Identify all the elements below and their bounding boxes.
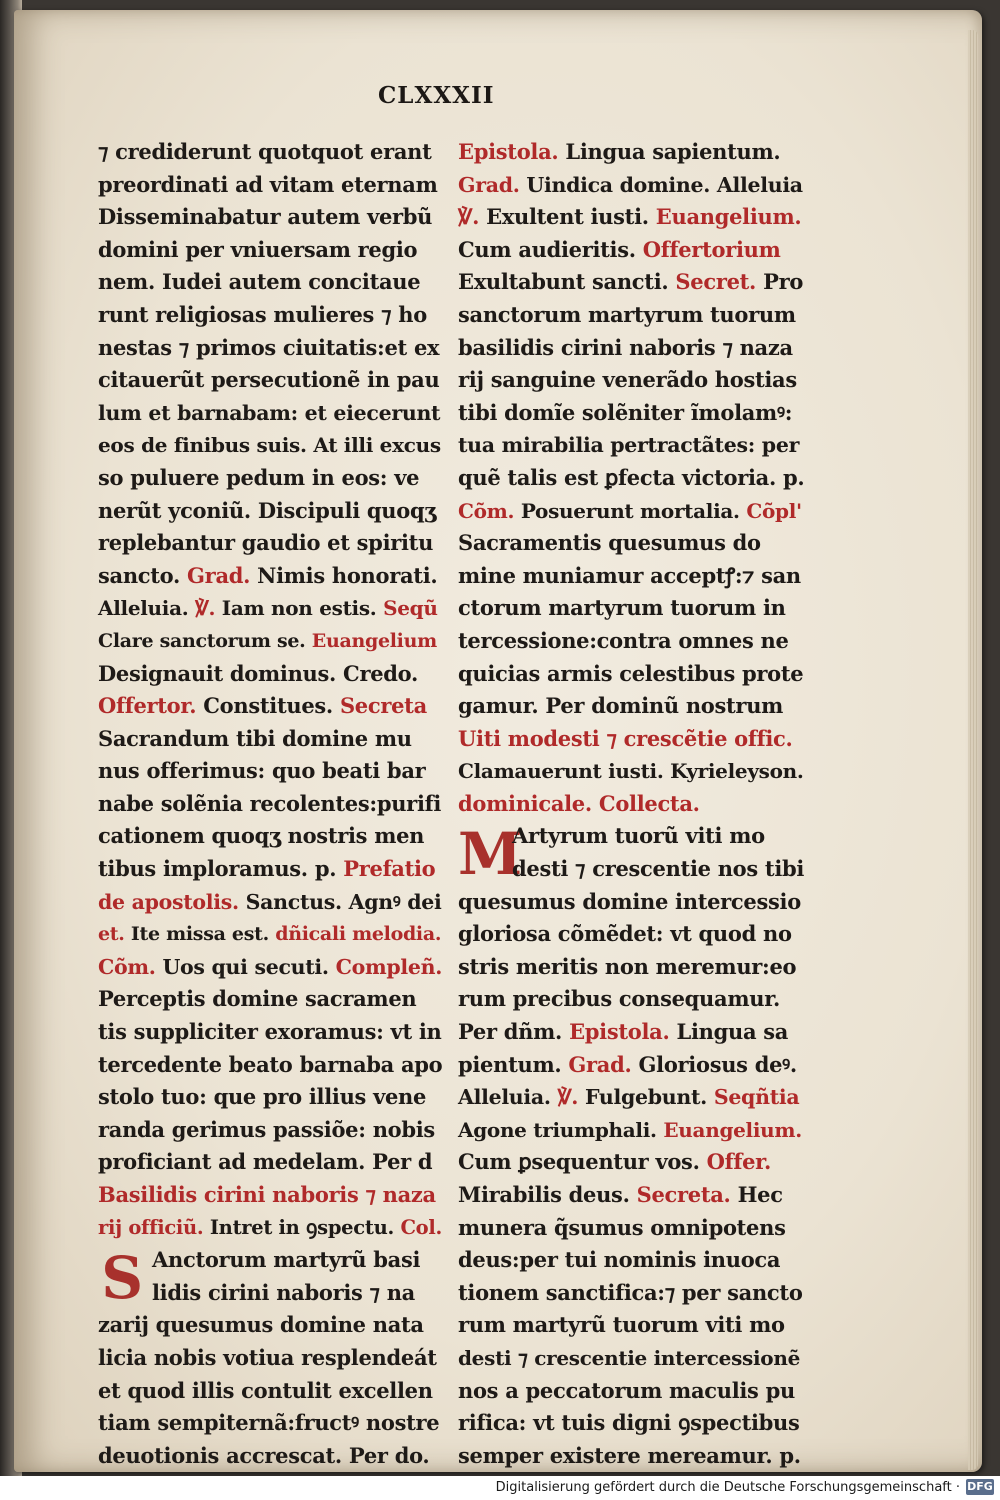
body-text: Constitues. xyxy=(196,693,340,719)
right-text-line xyxy=(458,1244,803,1277)
body-text: randa gerimus passiõe: nobis xyxy=(98,1116,435,1142)
body-text: nus offerimus: quo beati bar xyxy=(98,758,426,784)
body-text: cationem quoqʒ nostris men xyxy=(98,823,425,849)
right-text-line xyxy=(458,1440,803,1473)
body-text: Pro xyxy=(756,269,804,295)
rubric-text: de apostolis. xyxy=(98,889,239,914)
left-text-line xyxy=(98,658,443,691)
body-text: Posuerunt mortalia. xyxy=(514,498,747,523)
rubric-text: Seqũ xyxy=(383,596,438,621)
body-text: Fulgebunt. xyxy=(578,1085,714,1110)
right-text-line xyxy=(458,1179,803,1212)
rubric-text: Cõpl' xyxy=(746,498,802,523)
body-text: tercessione:contra omnes ne xyxy=(458,627,789,653)
body-text: tionem sanctifica:⁊ per sancto xyxy=(458,1279,803,1305)
body-text: Uos qui secuti. xyxy=(155,954,336,979)
rubric-text: dñicali melodia. xyxy=(275,923,442,946)
body-text: desti ⁊ crescentie nos tibi xyxy=(512,856,805,882)
left-text-line xyxy=(98,1375,443,1408)
rubric-text: Euangelium. xyxy=(663,1117,802,1142)
body-text: quẽ talis est ꝑfecta victoria. p. xyxy=(458,464,805,490)
body-text: quesumus domine intercessio xyxy=(458,888,801,914)
right-text-line xyxy=(458,951,803,984)
left-text-line xyxy=(98,690,443,723)
body-text: nem. Iudei autem concitaue xyxy=(98,269,421,295)
body-text: lidis cirini naboris ⁊ na xyxy=(152,1279,415,1305)
right-text-line xyxy=(458,1277,803,1310)
right-text-line xyxy=(458,1049,803,1082)
left-text-line xyxy=(98,886,443,919)
dfg-logo: DFG xyxy=(967,1480,993,1493)
rubric-text: Epistola. xyxy=(458,139,559,164)
left-text-line xyxy=(98,201,443,234)
body-text: Sacramentis quesumus do xyxy=(458,530,761,556)
right-text-line xyxy=(458,755,803,788)
right-text-line xyxy=(458,1375,803,1408)
body-text: rij sanguine venerãdo hostias xyxy=(458,367,797,393)
right-text-line xyxy=(458,136,803,169)
rubric-text: Grad. xyxy=(568,1051,632,1077)
right-text-line xyxy=(458,1407,803,1440)
body-text: preordinati ad vitam eternam xyxy=(98,171,438,197)
right-text-line xyxy=(458,169,803,202)
right-text-line xyxy=(458,625,803,658)
body-text: deus:per tui nominis inuoca xyxy=(458,1247,781,1273)
right-text-line xyxy=(458,495,803,528)
left-text-line xyxy=(98,592,443,625)
body-text: Exultabunt sancti. xyxy=(458,269,676,295)
body-text: citauerũt persecutionẽ in pau xyxy=(98,367,440,393)
body-text: stris meritis non meremur:eo xyxy=(458,953,797,979)
left-text-line xyxy=(98,951,443,984)
rubric-text: ℣. xyxy=(557,1085,579,1110)
right-text-line xyxy=(458,723,803,756)
body-text xyxy=(592,791,599,816)
left-text-line xyxy=(98,625,443,658)
body-text: nestas ⁊ primos ciuitatis:et ex xyxy=(98,334,440,360)
right-text-line xyxy=(458,332,803,365)
right-text-line xyxy=(458,886,803,919)
right-text-line xyxy=(458,1146,803,1179)
rubric-text: dominicale. xyxy=(458,790,592,816)
left-text-line xyxy=(98,266,443,299)
left-text-line xyxy=(98,1049,443,1082)
body-text: so puluere pedum in eos: ve xyxy=(98,464,420,490)
left-text-line xyxy=(98,1277,443,1310)
right-text-line xyxy=(458,527,803,560)
right-text-line xyxy=(458,1114,803,1147)
body-text: gloriosa cõmẽdet: vt quod no xyxy=(458,921,792,947)
body-text: replebantur gaudio et spiritu xyxy=(98,530,434,556)
body-text: ctorum martyrum tuorum in xyxy=(458,595,786,621)
body-text: tua mirabilia pertractãtes: per xyxy=(458,433,800,458)
left-text-line xyxy=(98,462,443,495)
left-text-line xyxy=(98,820,443,853)
left-text-line xyxy=(98,169,443,202)
right-text-line xyxy=(458,918,803,951)
rubric-text: Secret. xyxy=(675,269,757,295)
left-text-line xyxy=(98,1407,443,1440)
body-text: sanctorum martyrum tuorum xyxy=(458,301,796,327)
right-text-line xyxy=(458,234,803,267)
left-text-line xyxy=(98,299,443,332)
page-edges xyxy=(968,30,978,1470)
body-text: Nimis honorati. xyxy=(250,562,438,588)
rubric-text: et. xyxy=(98,923,125,946)
folio-number: CLXXXII xyxy=(378,82,495,109)
body-text: desti ⁊ crescentie intercessionẽ xyxy=(458,1345,801,1370)
body-text: pientum. xyxy=(458,1051,569,1077)
body-text: gamur. Per dominũ nostrum xyxy=(458,693,784,719)
body-text: nerũt yconiũ. Discipuli quoqʒ xyxy=(98,497,436,523)
rubric-text: Secreta. xyxy=(636,1182,731,1207)
body-text: Cum ꝑsequentur vos. xyxy=(458,1149,707,1175)
rubric-text: Offertorium xyxy=(642,236,781,262)
right-text-line xyxy=(458,299,803,332)
left-text-line xyxy=(98,1146,443,1179)
body-text: Exultent iusti. xyxy=(479,204,656,230)
rubric-text: Col. xyxy=(400,1215,442,1239)
body-text: deuotionis accrescat. Per do. xyxy=(98,1442,430,1468)
body-text: Clamauerunt iusti. Kyrieleyson. xyxy=(458,759,804,784)
body-text: nos a peccatorum maculis pu xyxy=(458,1377,795,1403)
right-text-line xyxy=(458,788,803,821)
rubric-text: Seqñtia xyxy=(713,1085,800,1110)
body-text: rum precibus consequamur. xyxy=(458,986,781,1012)
right-text-line xyxy=(458,592,803,625)
right-text-column xyxy=(458,136,803,1472)
body-text: semper existere mereamur. p. xyxy=(458,1442,801,1468)
rubric-text: Compleñ. xyxy=(335,954,443,979)
body-text: eos de finibus suis. At illi excus xyxy=(98,433,441,458)
digitization-footer xyxy=(0,1476,1000,1500)
left-text-line xyxy=(98,136,443,169)
body-text: rifica: vt tuis digni ꝯspectibus xyxy=(458,1410,800,1436)
body-text: sancto. xyxy=(98,562,188,588)
body-text: stolo tuo: que pro illius vene xyxy=(98,1084,427,1110)
right-text-line xyxy=(458,429,803,462)
left-text-line xyxy=(98,560,443,593)
body-text: Intret in ꝯspectu. xyxy=(203,1215,401,1239)
left-text-line xyxy=(98,1212,443,1245)
rubric-text: rij officiũ. xyxy=(98,1215,204,1239)
body-text: Sanctus. Agnꝰ dei xyxy=(238,889,442,914)
left-text-line xyxy=(98,1179,443,1212)
body-text: domini per vniuersam regio xyxy=(98,236,418,262)
left-text-line xyxy=(98,495,443,528)
rubric-text: Grad. xyxy=(187,562,251,588)
left-text-line xyxy=(98,429,443,462)
left-text-line xyxy=(98,983,443,1016)
body-text: Clare sanctorum se. xyxy=(98,629,312,652)
rubric-text: Offer. xyxy=(706,1149,771,1175)
right-text-line xyxy=(458,983,803,1016)
left-text-column xyxy=(98,136,443,1472)
rubric-text: Epistola. xyxy=(569,1019,670,1045)
right-text-line xyxy=(458,201,803,234)
body-text: nabe solẽnia recolentes:purifi xyxy=(98,790,442,816)
rubric-text: ℣. xyxy=(458,204,480,230)
body-text: et quod illis contulit excellen xyxy=(98,1377,433,1403)
body-text: Iam non estis. xyxy=(215,596,384,621)
footer-credit: Digitalisierung gefördert durch die Deutsche Forschungsgemeinschaft · xyxy=(495,1480,960,1495)
left-text-line xyxy=(98,332,443,365)
rubric-text: Cõm. xyxy=(458,498,515,523)
left-text-line xyxy=(98,1081,443,1114)
body-text: Alleluia. xyxy=(98,596,196,621)
right-text-line xyxy=(458,690,803,723)
body-text: Ite missa est. xyxy=(124,923,276,946)
rubric-text: Collecta. xyxy=(598,790,700,816)
body-text: tibus imploramus. p. xyxy=(98,856,344,882)
body-text: proficiant ad medelam. Per d xyxy=(98,1149,433,1175)
right-text-line xyxy=(458,1309,803,1342)
body-text: licia nobis votiua resplendeát xyxy=(98,1344,437,1370)
left-text-line xyxy=(98,853,443,886)
body-text: tis suppliciter exoramus: vt in xyxy=(98,1019,442,1045)
left-text-line xyxy=(98,234,443,267)
rubric-text: Basilidis cirini naboris ⁊ naza xyxy=(98,1182,436,1207)
body-text: Per dñm. xyxy=(458,1019,570,1045)
body-text: quicias armis celestibus prote xyxy=(458,660,804,686)
left-text-line xyxy=(98,527,443,560)
body-text: Lingua sa xyxy=(669,1019,789,1045)
body-text: mine muniamur acceptꝭ:⁊ san xyxy=(458,562,801,588)
decorated-initial: S xyxy=(101,1244,143,1313)
right-text-line xyxy=(458,1016,803,1049)
rubric-text: Secreta xyxy=(339,693,427,719)
body-text: zarij quesumus domine nata xyxy=(98,1312,424,1338)
right-text-line xyxy=(458,364,803,397)
body-text: Mirabilis deus. xyxy=(458,1182,637,1207)
right-text-line xyxy=(458,1212,803,1245)
body-text: Disseminabatur autem verbũ xyxy=(98,204,433,230)
left-text-line xyxy=(98,397,443,430)
body-text: Alleluia. xyxy=(458,1085,558,1110)
left-text-line xyxy=(98,1440,443,1473)
decorated-initial: M xyxy=(458,820,522,889)
right-text-line xyxy=(458,658,803,691)
body-text: munera q̃sumus omnipotens xyxy=(458,1214,786,1240)
rubric-text: Offertor. xyxy=(98,693,197,719)
left-text-line xyxy=(98,755,443,788)
right-text-line xyxy=(458,266,803,299)
right-text-line xyxy=(458,1081,803,1114)
left-text-line xyxy=(98,1342,443,1375)
right-text-line xyxy=(458,462,803,495)
body-text: Designauit dominus. Credo. xyxy=(98,660,419,686)
left-text-line xyxy=(98,1309,443,1342)
rubric-text: Cõm. xyxy=(98,954,156,979)
left-text-line xyxy=(98,1016,443,1049)
body-text: runt religiosas mulieres ⁊ ho xyxy=(98,301,427,327)
body-text: Anctorum martyrũ basi xyxy=(152,1247,421,1273)
left-text-line xyxy=(98,788,443,821)
body-text: Lingua sapientum. xyxy=(558,139,781,164)
rubric-text: ℣. xyxy=(195,596,216,621)
body-text: tercedente beato barnaba apo xyxy=(98,1051,443,1077)
body-text: Uindica domine. Alleluia xyxy=(519,172,803,197)
body-text: Agone triumphali. xyxy=(458,1117,664,1142)
right-text-line xyxy=(458,397,803,430)
body-text: basilidis cirini naboris ⁊ naza xyxy=(458,334,793,360)
body-text: tiam sempiternã:fructꝰ nostre xyxy=(98,1410,440,1436)
right-text-line xyxy=(458,560,803,593)
rubric-text: Euangelium. xyxy=(655,204,802,230)
rubric-text: Grad. xyxy=(458,172,520,197)
left-text-line xyxy=(98,1114,443,1147)
body-text: Perceptis domine sacramen xyxy=(98,986,417,1012)
body-text: ⁊ crediderunt quotquot erant xyxy=(98,139,432,164)
body-text: Hec xyxy=(730,1182,783,1207)
body-text: tibi domĩe solẽniter ĩmolamꝰ: xyxy=(458,399,793,425)
body-text: Cum audieritis. xyxy=(458,236,643,262)
left-text-line xyxy=(98,918,443,951)
body-text: Artyrum tuorũ viti mo xyxy=(512,823,765,849)
rubric-text: Prefatio xyxy=(343,856,436,882)
body-text: rum martyrũ tuorum viti mo xyxy=(458,1312,785,1338)
rubric-text: Euangelium xyxy=(311,629,437,652)
rubric-text: Uiti modesti ⁊ crescẽtie offic. xyxy=(458,725,793,751)
right-text-line xyxy=(458,1342,803,1375)
left-text-line xyxy=(98,723,443,756)
body-text: Gloriosus deꝰ. xyxy=(631,1051,797,1077)
body-text: Sacrandum tibi domine mu xyxy=(98,725,412,751)
body-text: lum et barnabam: et eiecerunt xyxy=(98,400,441,425)
left-text-line xyxy=(98,364,443,397)
